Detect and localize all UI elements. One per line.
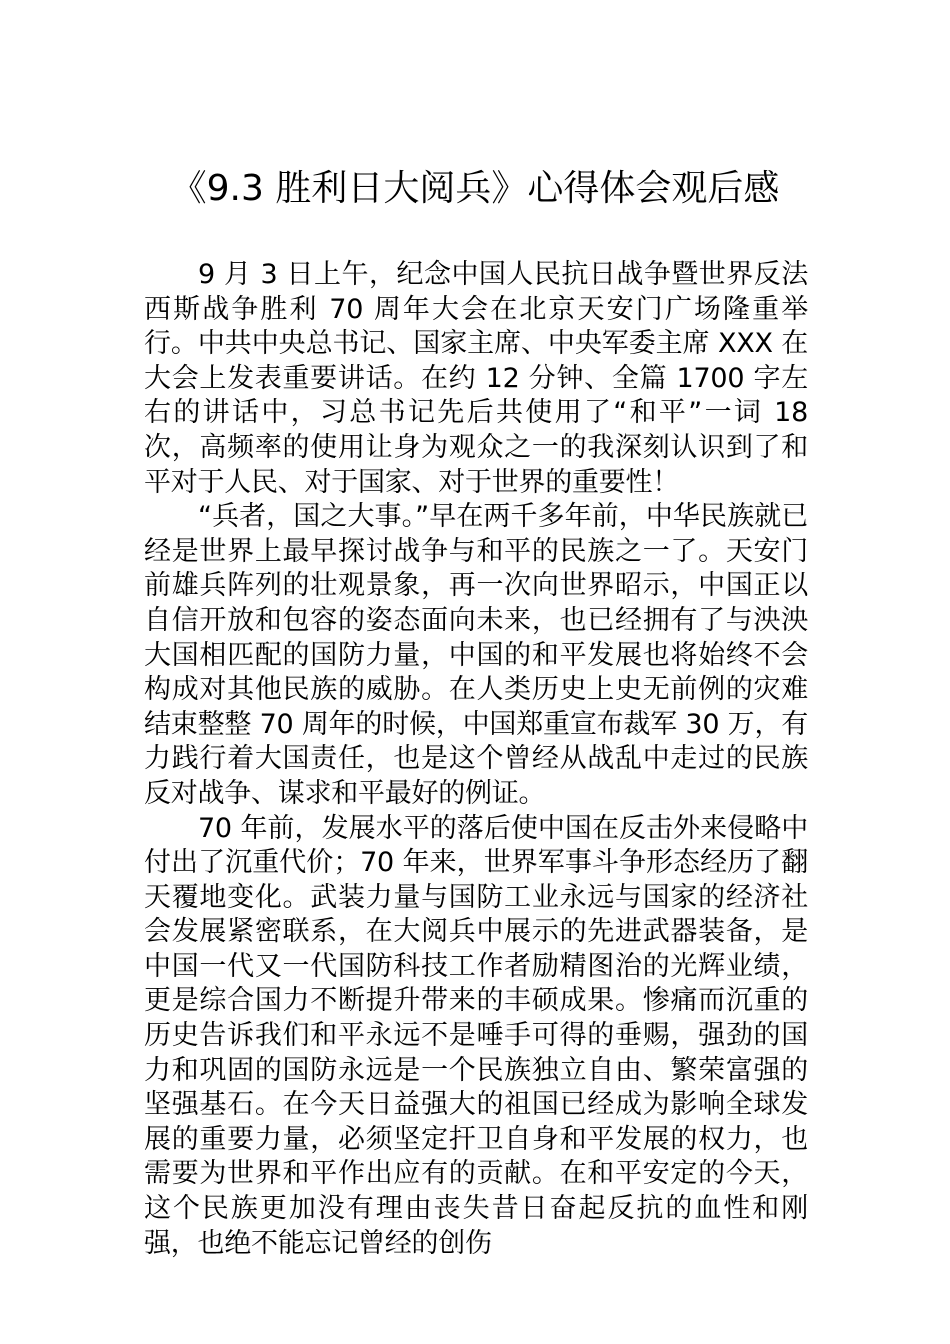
document-body <box>144 258 808 1261</box>
paragraph-3: 70 年前，发展水平的落后使中国在反击外来侵略中付出了沉重代价；70 年来，世界军事斗争形态经历了翻天覆地变化。武装力量与国防工业永远与国家的经济社会发展紧密联系，在大阅兵中展示的先进武器装备，是中国一代又一代国防科技工作者励精图治的光辉业绩，更是综合国力不断提升带来的丰硕成果。惨痛而沉重的历史告诉我们和平永远不是唾手可得的垂赐，强劲的国力和巩固的国防永远是一个民族独立自由、繁荣富强的坚强基石。在今天日益强大的祖国已经成为影响全球发展的重要力量，必须坚定扞卫自身和平发展的权力，也需要为世界和平作出应有的贡献。在和平安定的今天，这个民族更加没有理由丧失昔日奋起反抗的血性和刚强，也绝不能忘记曾经的创伤 <box>144 812 808 1259</box>
paragraph-2: “兵者，国之大事。”早在两千多年前，中华民族就已经是世界上最早探讨战争与和平的民族之一了。天安门前雄兵阵列的壮观景象，再一次向世界昭示，中国正以自信开放和包容的姿态面向未来，也已经拥有了与泱泱大国相匹配的国防力量，中国的和平发展也将始终不会构成对其他民族的威胁。在人类历史上史无前例的灾难结束整整 70 周年的时候，中国郑重宣布裁军 30 万，有力践行着大国责任，也是这个曾经从战乱中走过的民族反对战争、谋求和平最好的例证。 <box>144 501 808 809</box>
document-title: 《9.3 胜利日大阅兵》心得体会观后感 <box>170 168 780 209</box>
paragraph-1: 9 月 3 日上午，纪念中国人民抗日战争暨世界反法西斯战争胜利 70 周年大会在北京天安门广场隆重举行。中共中央总书记、国家主席、中央军委主席 XXX 在大会上发表重要讲话。在约 12 分钟、全篇 1700 字左右的讲话中，习总书记先后共使用了“和平”一词 18 次，高频率的使用让身为观众之一的我深刻认识到了和平对于人民、对于国家、对于世界的重要性！ <box>144 259 808 498</box>
